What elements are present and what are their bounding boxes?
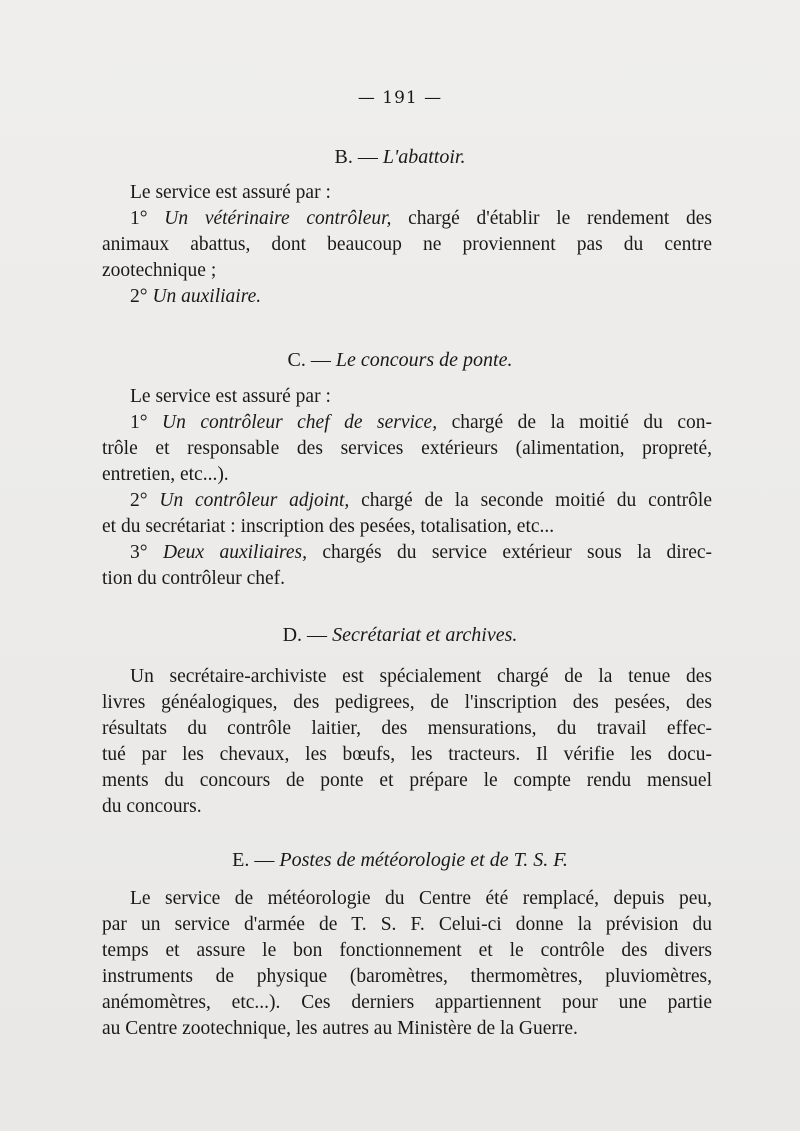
section-c-title: Le concours de ponte. — [335, 349, 513, 371]
paragraph-line: animaux abattus, dont beaucoup ne proviennent pas du centre — [102, 234, 712, 255]
section-b-letter: B. — — [334, 146, 378, 168]
paragraph-line: résultats du contrôle laitier, des mensurations, du travail effec- — [102, 718, 712, 739]
section-e-heading — [0, 849, 800, 872]
paragraph-line: trôle et responsable des services extérieurs (alimentation, propreté, — [102, 438, 712, 459]
section-b-body — [102, 180, 712, 310]
paragraph-line: Le service de météorologie du Centre été remplacé, depuis peu, — [130, 888, 712, 909]
section-b-heading — [0, 146, 800, 169]
paragraph-line: zootechnique ; — [102, 260, 217, 281]
list-item: 3° Deux auxiliaires, chargés du service extérieur sous la direc- — [130, 542, 713, 563]
paragraph-line: ments du concours de ponte et prépare le compte rendu mensuel — [102, 770, 712, 791]
paragraph-line: instruments de physique (baromètres, thermomètres, pluviomètres, — [102, 966, 712, 987]
paragraph-line: par un service d'armée de T. S. F. Celui-ci donne la prévision du — [102, 914, 712, 935]
section-e-title: Postes de météorologie et de T. S. F. — [279, 849, 568, 871]
section-e-body — [102, 886, 712, 1042]
section-d-body — [102, 664, 712, 820]
list-item: 2° Un contrôleur adjoint, chargé de la seconde moitié du contrôle — [130, 490, 712, 511]
list-item: 2° Un auxiliaire. — [130, 286, 262, 307]
section-c-body — [102, 384, 712, 592]
paragraph-line: tué par les chevaux, les bœufs, les tracteurs. Il vérifie les docu- — [102, 744, 712, 765]
paragraph-line: du concours. — [102, 796, 202, 817]
paragraph-line: Le service est assuré par : — [130, 386, 331, 407]
section-d-letter: D. — — [282, 624, 328, 646]
page-number: — 191 — — [357, 88, 443, 108]
section-b-title: L'abattoir. — [382, 146, 466, 168]
paragraph-line: au Centre zootechnique, les autres au Ministère de la Guerre. — [102, 1018, 578, 1039]
section-d-title: Secrétariat et archives. — [332, 624, 518, 646]
paragraph-line: Le service est assuré par : — [130, 182, 331, 203]
section-d-heading — [0, 624, 800, 647]
paragraph-line: tion du contrôleur chef. — [102, 568, 286, 589]
paragraph-line: livres généalogiques, des pedigrees, de l'inscription des pesées, des — [102, 692, 712, 713]
section-c-heading — [0, 349, 800, 372]
section-e-letter: E. — — [232, 849, 275, 871]
paragraph-line: temps et assure le bon fonctionnement et le contrôle des divers — [102, 940, 712, 961]
paragraph-line: Un secrétaire-archiviste est spécialement chargé de la tenue des — [130, 666, 712, 687]
list-item: 1° Un vétérinaire contrôleur, chargé d'établir le rendement des — [130, 208, 713, 229]
list-item: 1° Un contrôleur chef de service, chargé de la moitié du con- — [130, 412, 713, 433]
section-c-letter: C. — — [287, 349, 331, 371]
paragraph-line: anémomètres, etc...). Ces derniers appartiennent pour une partie — [102, 992, 712, 1013]
paragraph-line: entretien, etc...). — [102, 464, 229, 485]
paragraph-line: et du secrétariat : inscription des pesées, totalisation, etc... — [102, 516, 555, 537]
